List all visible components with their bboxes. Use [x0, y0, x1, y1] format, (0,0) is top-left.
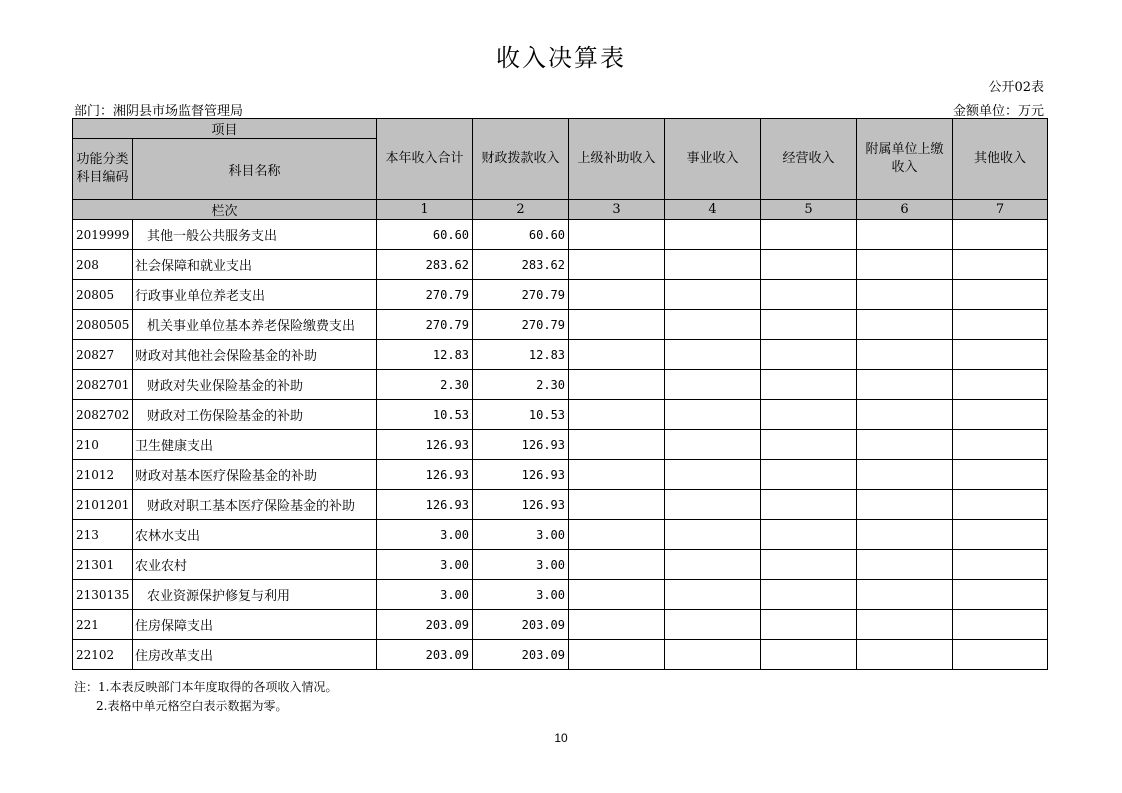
row-fiscal: 203.09 — [473, 610, 569, 640]
col-number: 7 — [953, 200, 1048, 220]
row-affiliated — [857, 610, 953, 640]
row-business — [665, 310, 761, 340]
header-col-fiscal: 财政拨款收入 — [473, 119, 569, 200]
row-operating — [761, 640, 857, 670]
row-superior — [569, 640, 665, 670]
row-subject-name: 财政对基本医疗保险基金的补助 — [133, 460, 377, 490]
row-other — [953, 520, 1048, 550]
row-superior — [569, 430, 665, 460]
row-business — [665, 280, 761, 310]
row-operating — [761, 580, 857, 610]
header-item: 项目 — [73, 119, 377, 139]
notes — [74, 678, 337, 716]
row-affiliated — [857, 550, 953, 580]
row-code: 210 — [73, 430, 133, 460]
row-total: 12.83 — [377, 340, 473, 370]
row-business — [665, 550, 761, 580]
row-subject-name: 住房保障支出 — [133, 610, 377, 640]
row-fiscal: 12.83 — [473, 340, 569, 370]
unit-label: 金额单位：万元 — [952, 104, 1044, 119]
row-operating — [761, 370, 857, 400]
row-subject-name: 住房改革支出 — [133, 640, 377, 670]
note-line: 2.表格中单元格空白表示数据为零。 — [96, 699, 288, 713]
table-row — [73, 310, 1048, 340]
row-subject-name: 行政事业单位养老支出 — [133, 280, 377, 310]
row-code: 2080505 — [73, 310, 133, 340]
row-other — [953, 310, 1048, 340]
row-subject-name: 机关事业单位基本养老保险缴费支出 — [133, 310, 377, 340]
row-total: 126.93 — [377, 430, 473, 460]
row-fiscal: 60.60 — [473, 220, 569, 250]
row-other — [953, 640, 1048, 670]
row-superior — [569, 310, 665, 340]
row-fiscal: 2.30 — [473, 370, 569, 400]
table-row — [73, 490, 1048, 520]
row-code: 21301 — [73, 550, 133, 580]
row-operating — [761, 460, 857, 490]
table-row — [73, 220, 1048, 250]
row-affiliated — [857, 640, 953, 670]
row-affiliated — [857, 400, 953, 430]
row-fiscal: 270.79 — [473, 280, 569, 310]
table-row — [73, 370, 1048, 400]
row-code: 213 — [73, 520, 133, 550]
row-business — [665, 340, 761, 370]
row-affiliated — [857, 370, 953, 400]
form-code: 公开02表 — [988, 80, 1044, 95]
row-operating — [761, 340, 857, 370]
page-title: 收入决算表 — [496, 44, 626, 72]
header-col-affiliated: 附属单位上缴收入 — [857, 119, 953, 200]
row-subject-name: 农业资源保护修复与利用 — [133, 580, 377, 610]
row-total: 3.00 — [377, 580, 473, 610]
row-other — [953, 250, 1048, 280]
row-fiscal: 10.53 — [473, 400, 569, 430]
row-code: 20805 — [73, 280, 133, 310]
row-affiliated — [857, 280, 953, 310]
row-superior — [569, 490, 665, 520]
row-total: 3.00 — [377, 550, 473, 580]
row-affiliated — [857, 460, 953, 490]
row-total: 270.79 — [377, 280, 473, 310]
row-business — [665, 640, 761, 670]
row-subject-name: 农林水支出 — [133, 520, 377, 550]
row-code: 20827 — [73, 340, 133, 370]
row-fiscal: 203.09 — [473, 640, 569, 670]
col-number: 4 — [665, 200, 761, 220]
row-operating — [761, 550, 857, 580]
row-total: 126.93 — [377, 460, 473, 490]
row-other — [953, 580, 1048, 610]
row-affiliated — [857, 520, 953, 550]
row-business — [665, 430, 761, 460]
row-other — [953, 460, 1048, 490]
row-subject-name: 财政对工伤保险基金的补助 — [133, 400, 377, 430]
col-number: 2 — [473, 200, 569, 220]
row-other — [953, 340, 1048, 370]
row-subject-name: 财政对其他社会保险基金的补助 — [133, 340, 377, 370]
department-label: 部门：湘阴县市场监督管理局 — [74, 104, 244, 119]
row-code: 2019999 — [73, 220, 133, 250]
row-business — [665, 610, 761, 640]
row-fiscal: 126.93 — [473, 460, 569, 490]
page-number: 10 — [554, 731, 568, 745]
row-total: 2.30 — [377, 370, 473, 400]
table-row — [73, 340, 1048, 370]
row-superior — [569, 340, 665, 370]
row-other — [953, 280, 1048, 310]
row-code: 221 — [73, 610, 133, 640]
row-total: 270.79 — [377, 310, 473, 340]
header-col-business: 事业收入 — [665, 119, 761, 200]
row-superior — [569, 580, 665, 610]
row-subject-name: 卫生健康支出 — [133, 430, 377, 460]
row-superior — [569, 370, 665, 400]
row-operating — [761, 610, 857, 640]
row-total: 126.93 — [377, 490, 473, 520]
row-total: 203.09 — [377, 610, 473, 640]
table-row — [73, 400, 1048, 430]
table-row — [73, 550, 1048, 580]
row-superior — [569, 400, 665, 430]
row-operating — [761, 490, 857, 520]
row-subject-name: 农业农村 — [133, 550, 377, 580]
row-other — [953, 430, 1048, 460]
income-table — [72, 118, 1048, 670]
row-affiliated — [857, 220, 953, 250]
row-operating — [761, 220, 857, 250]
row-fiscal: 283.62 — [473, 250, 569, 280]
row-other — [953, 370, 1048, 400]
row-subject-name: 财政对职工基本医疗保险基金的补助 — [133, 490, 377, 520]
row-affiliated — [857, 490, 953, 520]
row-fiscal: 270.79 — [473, 310, 569, 340]
row-code: 21012 — [73, 460, 133, 490]
row-fiscal: 126.93 — [473, 490, 569, 520]
row-code: 2101201 — [73, 490, 133, 520]
row-business — [665, 490, 761, 520]
row-operating — [761, 310, 857, 340]
table-row — [73, 520, 1048, 550]
row-total: 10.53 — [377, 400, 473, 430]
row-other — [953, 400, 1048, 430]
row-business — [665, 370, 761, 400]
table-row — [73, 280, 1048, 310]
table-row — [73, 430, 1048, 460]
row-affiliated — [857, 340, 953, 370]
header-col-total: 本年收入合计 — [377, 119, 473, 200]
row-superior — [569, 460, 665, 490]
row-total: 60.60 — [377, 220, 473, 250]
row-business — [665, 580, 761, 610]
row-business — [665, 220, 761, 250]
row-business — [665, 250, 761, 280]
row-fiscal: 3.00 — [473, 520, 569, 550]
row-code: 22102 — [73, 640, 133, 670]
col-number: 5 — [761, 200, 857, 220]
header-col-other: 其他收入 — [953, 119, 1048, 200]
row-superior — [569, 520, 665, 550]
row-fiscal: 3.00 — [473, 550, 569, 580]
row-affiliated — [857, 310, 953, 340]
row-business — [665, 520, 761, 550]
row-total: 3.00 — [377, 520, 473, 550]
row-code: 208 — [73, 250, 133, 280]
col-number: 3 — [569, 200, 665, 220]
row-fiscal: 126.93 — [473, 430, 569, 460]
row-business — [665, 400, 761, 430]
row-superior — [569, 610, 665, 640]
row-operating — [761, 280, 857, 310]
row-operating — [761, 400, 857, 430]
row-operating — [761, 520, 857, 550]
row-superior — [569, 550, 665, 580]
row-subject-name: 社会保障和就业支出 — [133, 250, 377, 280]
table-row — [73, 250, 1048, 280]
row-operating — [761, 430, 857, 460]
row-total: 203.09 — [377, 640, 473, 670]
col-number: 1 — [377, 200, 473, 220]
header-subject-name: 科目名称 — [133, 139, 377, 200]
row-other — [953, 490, 1048, 520]
header-func-code: 功能分类科目编码 — [73, 139, 133, 200]
row-fiscal: 3.00 — [473, 580, 569, 610]
header-row-label: 栏次 — [73, 200, 377, 220]
table-row — [73, 640, 1048, 670]
table-row — [73, 610, 1048, 640]
row-superior — [569, 280, 665, 310]
row-affiliated — [857, 580, 953, 610]
row-other — [953, 550, 1048, 580]
table-row — [73, 580, 1048, 610]
row-code: 2082701 — [73, 370, 133, 400]
row-superior — [569, 250, 665, 280]
row-subject-name: 其他一般公共服务支出 — [133, 220, 377, 250]
row-code: 2082702 — [73, 400, 133, 430]
row-affiliated — [857, 250, 953, 280]
row-business — [665, 460, 761, 490]
header-col-superior: 上级补助收入 — [569, 119, 665, 200]
row-superior — [569, 220, 665, 250]
table-row — [73, 460, 1048, 490]
col-number: 6 — [857, 200, 953, 220]
row-affiliated — [857, 430, 953, 460]
row-code: 2130135 — [73, 580, 133, 610]
row-operating — [761, 250, 857, 280]
note-line: 注：1.本表反映部门本年度取得的各项收入情况。 — [74, 680, 338, 694]
row-subject-name: 财政对失业保险基金的补助 — [133, 370, 377, 400]
row-other — [953, 220, 1048, 250]
row-other — [953, 610, 1048, 640]
row-total: 283.62 — [377, 250, 473, 280]
header-col-operating: 经营收入 — [761, 119, 857, 200]
